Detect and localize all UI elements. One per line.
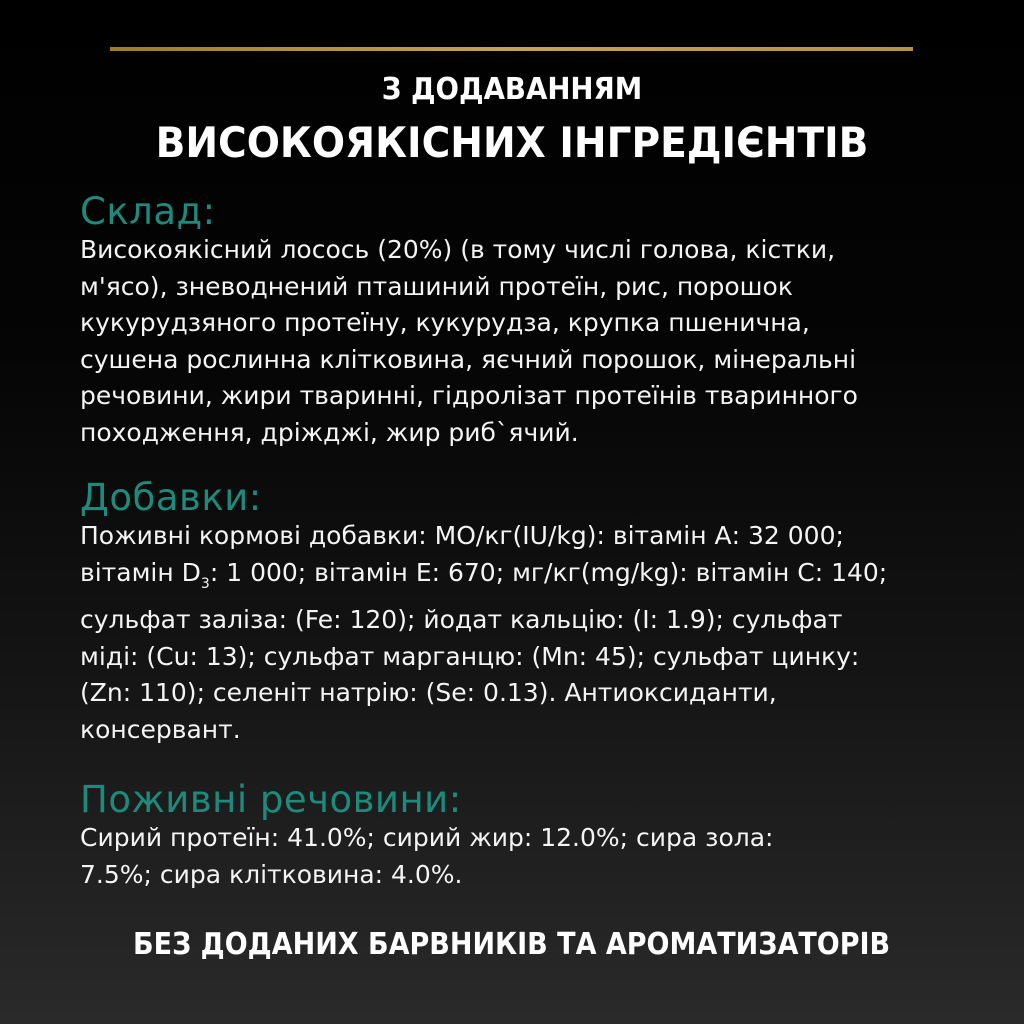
- nutrients-section: [80, 780, 960, 893]
- composition-line: речовини, жири тваринні, гідролізат протеїнів тваринного: [80, 381, 858, 411]
- composition-title: Склад:: [80, 190, 216, 233]
- footer-text: БЕЗ ДОДАНИХ БАРВНИКІВ ТА АРОМАТИЗАТОРІВ: [133, 927, 891, 962]
- header-subtitle: З ДОДАВАННЯМ: [381, 72, 643, 107]
- additives-section: [80, 478, 960, 749]
- nutrients-title: Поживні речовини:: [80, 778, 462, 821]
- header: [0, 70, 1024, 172]
- gold-divider: [110, 47, 913, 51]
- composition-line: Високоякісний лосось (20%) (в тому числі голова, кістки,: [80, 235, 836, 264]
- composition-line: кукурудзяного протеїну, кукурудза, крупка пшенична,: [80, 308, 810, 338]
- additives-line: міді: (Cu: 13); сульфат марганцю: (Mn: 45); сульфат цинку:: [80, 641, 860, 671]
- nutrients-line: Сирий протеїн: 41.0%; сирий жир: 12.0%; сира зола:: [80, 823, 774, 852]
- composition-line: сушена рослинна клітковина, яєчний порошок, мінеральні: [80, 344, 857, 374]
- composition-line: походження, дріжджі, жир риб`ячий.: [80, 417, 579, 447]
- nutrients-body: [80, 820, 960, 893]
- additives-line: Поживні кормові добавки: МО/кг(IU/kg): вітамін А: 32 000;: [80, 521, 844, 550]
- vitamin-d-subscript: 3: [200, 575, 210, 592]
- additives-line: консервант.: [80, 714, 241, 744]
- additives-line: [80, 555, 960, 603]
- additives-body: [80, 518, 960, 749]
- additives-title: Добавки:: [80, 476, 262, 519]
- additives-line: сульфат заліза: (Fe: 120); йодат кальцію: (I: 1.9); сульфат: [80, 605, 843, 635]
- footer-claim: [0, 923, 1024, 967]
- composition-section: [80, 192, 960, 452]
- nutrients-line: 7.5%; сира клітковина: 4.0%.: [80, 859, 463, 889]
- composition-line: м'ясо), зневоднений пташиний протеїн, рис, порошок: [80, 271, 793, 301]
- vitamin-d-label: вітамін D: [80, 557, 201, 587]
- header-title: ВИСОКОЯКІСНИХ ІНГРЕДІЄНТІВ: [155, 118, 869, 167]
- additives-line-rest: : 1 000; вітамін Е: 670; мг/кг(mg/kg): вітамін С: 140;: [209, 557, 888, 587]
- additives-line: (Zn: 110); селеніт натрію: (Se: 0.13). Антиоксиданти,: [80, 678, 777, 708]
- composition-body: [80, 232, 960, 452]
